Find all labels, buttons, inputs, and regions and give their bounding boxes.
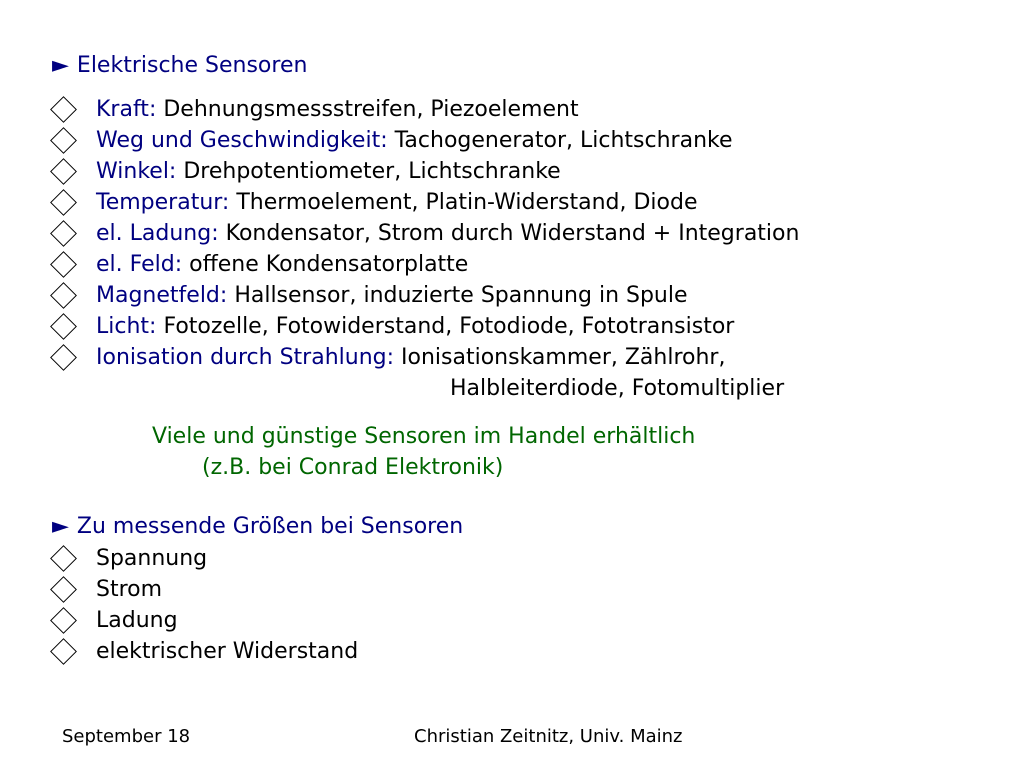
diamond-bullet-icon [50,158,77,185]
section2-heading-text: Zu messende Größen bei Sensoren [76,514,464,539]
item-value: Strom [96,577,163,602]
diamond-bullet-icon [50,545,77,572]
item-value: elektrischer Widerstand [96,639,359,664]
item-value: Thermoelement, Platin-Widerstand, Diode [236,190,698,215]
item-label: Kraft: [96,97,157,122]
note-line-1: Viele und günstige Sensoren im Handel erhältlich [152,424,696,449]
diamond-bullet-icon [50,127,77,154]
diamond-bullet-icon [50,189,77,216]
triangle-right-icon: ► [52,514,69,539]
triangle-right-icon: ► [52,53,69,78]
item-label: Ionisation durch Strahlung: [96,345,395,370]
item-value: Drehpotentiometer, Lichtschranke [183,159,561,184]
diamond-bullet-icon [50,576,77,603]
diamond-bullet-icon [50,282,77,309]
item-label: el. Ladung: [96,221,219,246]
item-value: Spannung [96,546,208,571]
item-label: Weg und Geschwindigkeit: [96,128,388,153]
item-label: Temperatur: [96,190,230,215]
note-line-2: (z.B. bei Conrad Elektronik) [202,455,504,480]
item-value: Fotozelle, Fotowiderstand, Fotodiode, Fototransistor [163,314,735,339]
item-value: Ladung [96,608,178,633]
diamond-bullet-icon [50,96,77,123]
item-value: Hallsensor, induzierte Spannung in Spule [234,283,688,308]
section1-heading-text: Elektrische Sensoren [76,53,308,78]
item-label: Licht: [96,314,157,339]
item-value: Dehnungsmessstreifen, Piezoelement [163,97,579,122]
item-value: Tachogenerator, Lichtschranke [394,128,733,153]
item-value: Kondensator, Strom durch Widerstand + Integration [225,221,800,246]
diamond-bullet-icon [50,607,77,634]
item-value: Ionisationskammer, Zählrohr, [401,345,726,370]
footer-author: Christian Zeitnitz, Univ. Mainz [414,726,683,747]
section2-heading [52,513,463,541]
diamond-bullet-icon [50,344,77,371]
section1-heading [52,52,307,80]
item-label: el. Feld: [96,252,183,277]
diamond-bullet-icon [50,313,77,340]
footer-date: September 18 [62,726,191,747]
diamond-bullet-icon [50,220,77,247]
item-label: Magnetfeld: [96,283,228,308]
item-value: offene Kondensatorplatte [189,252,469,277]
diamond-bullet-icon [50,638,77,665]
diamond-bullet-icon [50,251,77,278]
item-continuation: Halbleiterdiode, Fotomultiplier [450,376,785,401]
item-label: Winkel: [96,159,177,184]
